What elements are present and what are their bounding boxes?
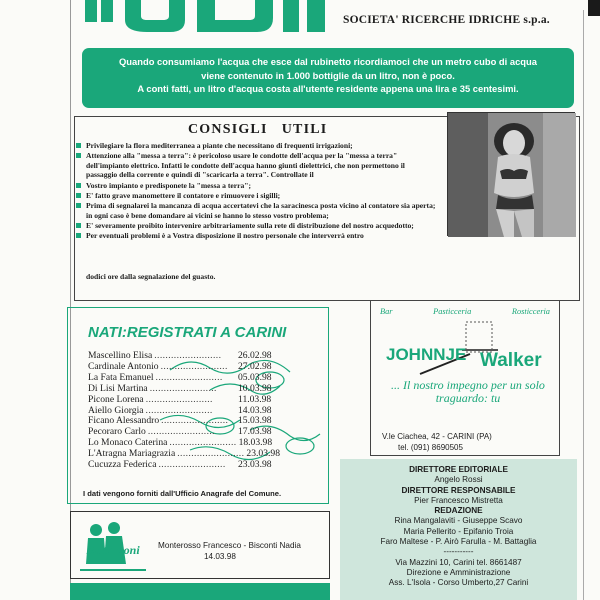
birth-row: Pecoraro Carlo ........................ 17.03.98 <box>88 426 272 438</box>
births-footer: I dati vengono forniti dall'Ufficio Anagrafe del Comune. <box>83 489 282 498</box>
photo-figure <box>448 113 576 237</box>
birth-row: Aiello Giorgia ........................ 14.03.98 <box>88 404 272 416</box>
left-margin-rule <box>70 0 71 600</box>
tip-item: E' fatto grave manomettere il contatore e rimuovere i sigilli; <box>76 191 438 201</box>
marriage-entry <box>158 540 301 562</box>
tip-item: Privilegiare la flora mediterranea a piante che necessitano di frequenti irrigazioni; <box>76 141 438 151</box>
advert-address: V.le Ciachea, 42 - CARINI (PA) <box>382 432 492 441</box>
bullet-icon <box>76 153 81 158</box>
advert-address-block <box>382 432 492 453</box>
bottom-green-strip <box>70 583 330 600</box>
bullet-icon <box>76 143 81 148</box>
bullet-icon <box>76 183 81 188</box>
tips-list <box>76 141 438 241</box>
masthead-credits: DIRETTORE EDITORIALE Angelo Rossi DIRETTORE RESPONSABILE Pier Francesco Mistretta REDAZIONE Rina Mangalaviti - Giuseppe Scavo Maria Pellerito - Epifanio Troia Faro Maltese - P. Airò Farulla - M. Battaglia ----------- Via Mazzini 10, Carini tel. 8661487 Direzione e Amministrazione Ass. L'Isola - Corso Umberto,27 Carini <box>380 465 537 588</box>
banner-line-1: Quando consumiamo l'acqua che esce dal rubinetto ricordiamoci che un metro cubo di acqua <box>119 56 537 67</box>
masthead-logo <box>85 0 325 35</box>
logo-word-walker: Walker <box>480 350 542 371</box>
corner-mark <box>588 0 600 16</box>
banner-line-3: A conti fatti, un litro d'acqua costa all'utente residente appena una lira e 35 centesimi. <box>137 83 519 94</box>
birth-row: Picone Lorena ........................ 11.03.98 <box>88 393 272 405</box>
logo-word-johnnje: JOHNNJE <box>386 345 467 364</box>
birth-row: Mascellino Elisa ........................ 26.02.98 <box>88 350 272 361</box>
johnnje-walker-logo <box>380 320 550 378</box>
marriage-couple: Monterosso Francesco - Bisconti Nadia <box>158 541 301 550</box>
advert-slogan: ... Il nostro impegno per un solo traguardo: tu <box>391 378 545 405</box>
advert-tag-pasticceria: Pasticceria <box>433 307 472 316</box>
bullet-icon <box>76 233 81 238</box>
birth-row: Ficano Alessandro ........................ 15.03.98 <box>88 415 272 427</box>
matrimoni-logo <box>76 516 150 574</box>
advert-phone: tel. (091) 8690505 <box>398 442 463 452</box>
bullet-icon <box>76 193 81 198</box>
birth-row: Cardinale Antonio ........................ 27.02.98 <box>88 360 272 372</box>
births-title: NATI:REGISTRATI A CARINI <box>88 324 287 341</box>
tip-item: Attenzione alla "messa a terra": è pericoloso usare le condotte dell'acqua per la "messa a terra" dell'impianto elettrico. Infatti le condotte dell'acqua hanno giunti dielettrici, che non permettono il passaggio della corrente e quindi di "scaricarla a terra". Controllate il <box>76 151 438 180</box>
right-margin-rule <box>583 10 584 600</box>
water-cost-banner <box>82 48 574 108</box>
birth-row: Cucuzza Federica ........................ 23.03.98 <box>88 459 272 471</box>
birth-row: L'Atragna Mariagrazia ........................ 23.03.98 <box>88 448 280 460</box>
bullet-icon <box>76 203 81 208</box>
advert-tag-rosticceria: Rosticceria <box>511 307 550 316</box>
consigli-title: CONSIGLI UTILI <box>188 122 328 137</box>
matrimoni-logo-text: Matrimoni <box>86 543 140 557</box>
model-photo <box>447 112 575 236</box>
company-name: SOCIETA' RICERCHE IDRICHE s.p.a. <box>343 14 550 26</box>
birth-row: Di Lisi Martina ........................ 10.03.98 <box>88 382 272 394</box>
bullet-icon <box>76 223 81 228</box>
birth-row: La Fata Emanuel ........................ 05.03.98 <box>88 371 272 383</box>
tip-item: Per eventuali problemi è a Vostra disposizione il nostro personale che interverrà entro <box>76 231 438 241</box>
tip-continuation: dodici ore dalla segnalazione del guasto. <box>86 272 216 281</box>
birth-row: Lo Monaco Caterina ........................ 18.03.98 <box>88 437 273 449</box>
marriage-date: 14.03.98 <box>204 552 236 561</box>
tip-item: Prima di segnalarei la mancanza di acqua accertatevi che la saracinesca posta vicino al contatore sia aperta; in ogni caso è bene domandare ai vicini se hanno lo stesso vostro problema; <box>76 201 438 220</box>
tip-item: Vostro impianto e predisponete la "messa a terra"; <box>76 181 438 191</box>
banner-line-2: viene contenuto in 1.000 bottiglie da un litro, non è poco. <box>201 69 455 81</box>
births-list <box>88 351 278 471</box>
advert-tags <box>380 307 550 316</box>
advert-tag-bar: Bar <box>380 307 393 316</box>
tip-item: E' severamente proibito intervenire arbitrariamente sulla rete di distribuzione del nostro acquedotto; <box>76 221 438 231</box>
